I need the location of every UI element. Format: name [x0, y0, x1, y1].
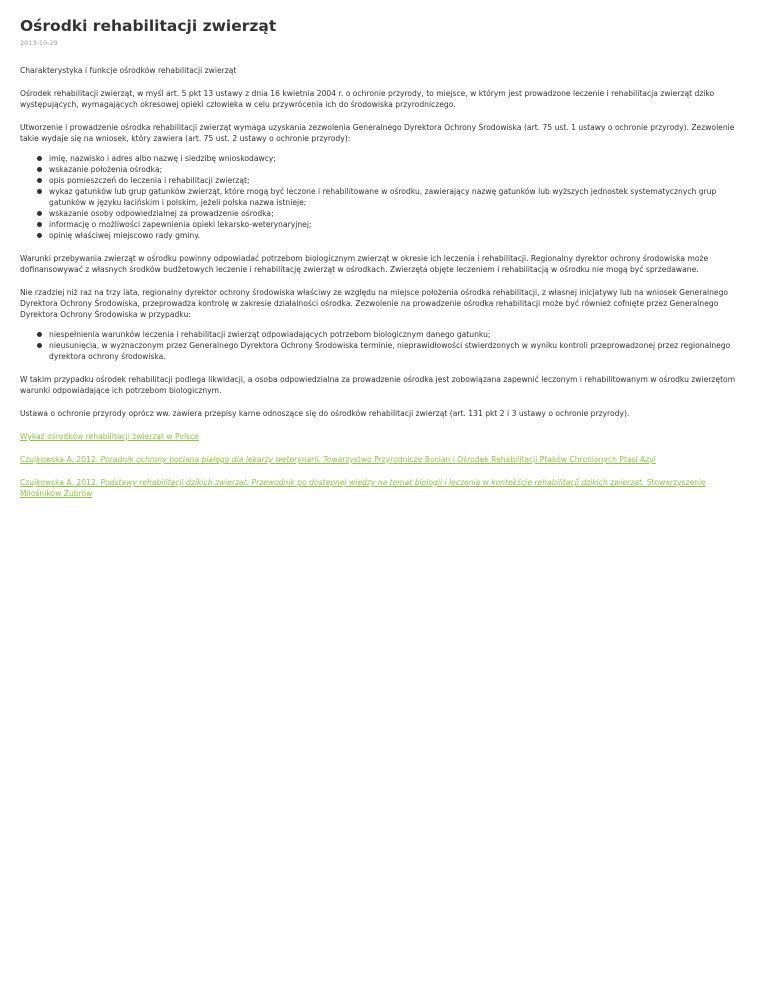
link-reference-2[interactable]	[20, 478, 706, 498]
list-item	[37, 329, 748, 340]
intro-paragraph: Charakterystyka i funkcje ośrodków rehabilitacji zwierząt	[20, 66, 237, 75]
reference-2	[20, 477, 748, 499]
list-item-text: wskazanie położenia ośrodka;	[49, 165, 163, 174]
list-item-text: wykaz gatunków lub grup gatunków zwierząt, które mogą być leczone i rehabilitowane w ośrodku, zawierający nazwę gatunków lub wyższych jednostek systematycznych grup gatunków w języku łacińskim i polskim, jeżeli polska nazwa istnieje;	[49, 187, 717, 207]
publish-date: 2013-10-29	[20, 39, 58, 47]
revocation-reasons-list	[20, 329, 748, 362]
paragraph-conditions: Warunki przebywania zwierząt w ośrodku powinny odpowiadać potrzebom biologicznym zwierząt w okresie ich leczenia i rehabilitacji. Regionalny dyrektor ochrony środowiska może dofinansowywać z własnych środków budżetowych leczenie i rehabilitację zwierząt w ośrodkach. Zwierzęta objęte leczeniem i rehabilitacją w ośrodku nie mogą być sprzedawane.	[20, 254, 709, 274]
bullet-icon	[37, 178, 42, 183]
list-item-text: niespełnienia warunków leczenia i rehabilitacji zwierząt odpowiadających potrzebom biologicznym danego gatunku;	[49, 330, 491, 339]
list-item	[37, 340, 748, 362]
bullet-icon	[37, 189, 42, 194]
bullet-icon	[37, 167, 42, 172]
list-item	[37, 219, 748, 230]
bullet-icon	[37, 211, 42, 216]
list-item	[37, 175, 748, 186]
list-item-text: nieusunięcia, w wyznaczonym przez Generalnego Dyrektora Ochrony Środowiska terminie, nieprawidłowości stwierdzonych w wyniku kontroli przeprowadzonej przez regionalnego dyrektora ochrony środowiska.	[49, 341, 731, 361]
paragraph-control: Nie rzadziej niż raz na trzy lata, regionalny dyrektor ochrony środowiska właściwy ze względu na miejsce położenia ośrodka rehabilitacji, z własnej inicjatywy lub na wniosek Generalnego Dyrektora Ochrony Środowiska, przeprowadza kontrolę w zakresie działalności ośrodka. Zezwolenie na prowadzenie ośrodka rehabilitacji może być również cofnięte przez Generalnego Dyrektora Ochrony Środowiska w przypadku:	[20, 288, 729, 319]
list-item-text: informację o możliwości zapewnienia opieki lekarsko-weterynaryjnej;	[49, 220, 312, 229]
reference-2-title: Podstawy rehabilitacji dzikich zwierząt. Przewodnik po dostępnej wiedzy na temat biologii i leczenia w kontekście rehabilitacji dzikich zwierząt.	[100, 478, 645, 487]
list-item-text: opis pomieszczeń do leczenia i rehabilitacji zwierząt;	[49, 176, 250, 185]
list-item-text: opinię właściwej miejscowo rady gminy.	[49, 231, 201, 240]
paragraph-permit: Utworzenie i prowadzenie ośrodka rehabilitacji zwierząt wymaga uzyskania zezwolenia Generalnego Dyrektora Ochrony Środowiska (art. 75 ust. 1 ustawy o ochronie przyrody). Zezwolenie takie wydaje się na wniosek, który zawiera (art. 75 ust. 2 ustawy o ochronie przyrody):	[20, 123, 735, 143]
reference-1-title: Poradnik ochrony bociana białego dla lekarzy weterynarii.	[100, 455, 322, 464]
reference-2-author: Czujkowska A. 2012.	[20, 478, 101, 487]
list-item	[37, 208, 748, 219]
article-content	[20, 65, 748, 499]
list-item	[37, 230, 748, 241]
list-item	[37, 186, 748, 208]
paragraph-liquidation: W takim przypadku ośrodek rehabilitacji podlega likwidacji, a osoba odpowiedzialna za prowadzenie ośrodka jest zobowiązana zapewnić leczonym i rehabilitowanym w ośrodku zwierzętom warunki odpowiadające ich potrzebom biologicznym.	[20, 375, 736, 395]
list-item-text: imię, nazwisko i adres albo nazwę i siedzibę wnioskodawcy;	[49, 154, 276, 163]
bullet-icon	[37, 233, 42, 238]
reference-1-publisher: Towarzystwo Przyrodnicze Bocian i Ośrodek Rehabilitacji Ptaków Chronionych Ptasi Azyl	[321, 455, 656, 464]
bullet-icon	[37, 343, 42, 348]
reference-2-publisher: Stowarzyszenie Miłośników Żubrów	[20, 478, 706, 498]
list-item	[37, 153, 748, 164]
paragraph-definition: Ośrodek rehabilitacji zwierząt, w myśl art. 5 pkt 13 ustawy z dnia 16 kwietnia 2004 r. o ochronie przyrody, to miejsce, w którym jest prowadzone leczenie i rehabilitacja zwierząt dziko występujących, wymagających okresowej opieki człowieka w celu przywrócenia ich do środowiska przyrodniczego.	[20, 89, 715, 109]
reference-1-author: Czujkowska A. 2012.	[20, 455, 101, 464]
list-item	[37, 164, 748, 175]
page-title: Ośrodki rehabilitacji zwierząt	[20, 17, 277, 35]
reference-1	[20, 454, 748, 465]
bullet-icon	[37, 156, 42, 161]
paragraph-penalties: Ustawa o ochronie przyrody oprócz ww. zawiera przepisy karne odnoszące się do ośrodków rehabilitacji zwierząt (art. 131 pkt 2 i 3 ustawy o ochronie przyrody).	[20, 409, 630, 418]
bullet-icon	[37, 222, 42, 227]
application-requirements-list	[20, 153, 748, 241]
link-centers-list[interactable]: Wykaz ośrodków rehabilitacji zwierząt w Polsce	[20, 432, 199, 441]
link-paragraph-wykaz	[20, 431, 748, 442]
link-reference-1[interactable]	[20, 455, 656, 464]
bullet-icon	[37, 332, 42, 337]
list-item-text: wskazanie osoby odpowiedzialnej za prowadzenie ośrodka;	[49, 209, 274, 218]
